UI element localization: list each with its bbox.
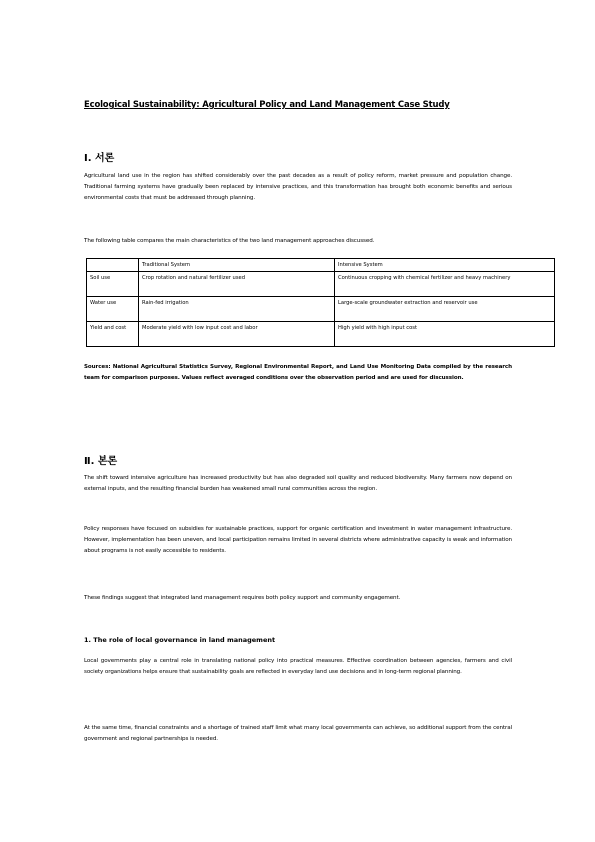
table-header-row bbox=[87, 259, 555, 272]
table-header-cell: Traditional System bbox=[139, 259, 335, 272]
table-row bbox=[87, 322, 555, 347]
subsection-heading: 1. The role of local governance in land management bbox=[84, 636, 276, 644]
intro-paragraph-2: The following table compares the main characteristics of the two land management approaches discussed. bbox=[84, 238, 375, 244]
body-paragraph-1: The shift toward intensive agriculture has increased productivity but has also degraded soil quality and reduced biodiversity. Many farmers now depend on external inputs, and the resulting financial burden has weakened small rural communities across the region. bbox=[84, 475, 512, 492]
table-cell: Rain-fed irrigation bbox=[139, 297, 335, 322]
table-cell: Crop rotation and natural fertilizer used bbox=[139, 272, 335, 297]
table-row bbox=[87, 272, 555, 297]
table-cell: Soil use bbox=[87, 272, 139, 297]
table-cell: High yield with high input cost bbox=[335, 322, 555, 347]
document-title: Ecological Sustainability: Agricultural Policy and Land Management Case Study bbox=[84, 100, 450, 110]
table-cell: Large-scale groundwater extraction and reservoir use bbox=[335, 297, 555, 322]
table-row bbox=[87, 297, 555, 322]
section-heading-intro: Ⅰ. 서론 bbox=[84, 153, 115, 164]
intro-paragraph-1: Agricultural land use in the region has shifted considerably over the past decades as a result of policy reform, market pressure and population change. Traditional farming systems have gradually been replaced by intensive practices, and this transformation has brought both economic benefits and serious environmental costs that must be addressed through planning. bbox=[84, 173, 512, 201]
body-paragraph-2: Policy responses have focused on subsidies for sustainable practices, support for organic certification and investment in water management infrastructure. However, implementation has been uneven, and local participation remains limited in several districts where administrative capacity is weak and information about programs is not easily accessible to residents. bbox=[84, 526, 512, 554]
table-source-note: Sources: National Agricultural Statistics Survey, Regional Environmental Report, and Land Use Monitoring Data compiled by the research team for comparison purposes. Values reflect averaged conditions over the observation period and are used for discussion. bbox=[84, 364, 512, 381]
table-cell: Water use bbox=[87, 297, 139, 322]
comparison-table bbox=[86, 258, 555, 347]
body-paragraph-5: At the same time, financial constraints and a shortage of trained staff limit what many local governments can achieve, so additional support from the central government and regional partnerships is needed. bbox=[84, 725, 512, 742]
table-cell: Moderate yield with low input cost and labor bbox=[139, 322, 335, 347]
table-header-cell bbox=[87, 259, 139, 272]
table-cell: Yield and cost bbox=[87, 322, 139, 347]
table-header-cell: Intensive System bbox=[335, 259, 555, 272]
body-paragraph-3: These findings suggest that integrated land management requires both policy support and community engagement. bbox=[84, 595, 401, 601]
table-cell: Continuous cropping with chemical fertilizer and heavy machinery bbox=[335, 272, 555, 297]
body-paragraph-4: Local governments play a central role in translating national policy into practical measures. Effective coordination between agencies, farmers and civil society organizations helps ensure that sustainability goals are reflected in everyday land use decisions and in long-term regional planning. bbox=[84, 658, 512, 675]
section-heading-body: Ⅱ. 본론 bbox=[84, 456, 118, 467]
